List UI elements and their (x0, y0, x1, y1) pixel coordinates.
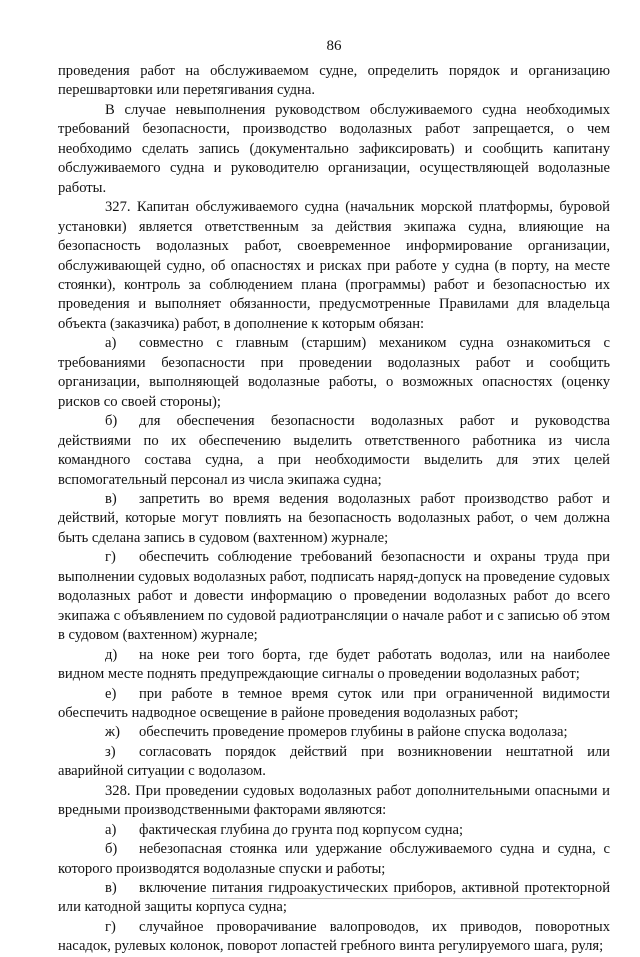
page-number: 86 (326, 38, 342, 54)
list-item-marker: з) (105, 743, 116, 760)
list-item-text: включение питания гидроакустических приборов, активной протекторной или катодной защиты корпуса судна; (58, 880, 610, 916)
list-item-text: обеспечить проведение промеров глубины в районе спуска водолаза; (139, 724, 568, 741)
list-item (58, 723, 610, 742)
list-item-text: небезопасная стоянка или удержание обслуживаемого судна и судна, с которого производятся водолазные спуски и работы; (58, 841, 610, 877)
list-item-marker: г) (105, 549, 116, 566)
list-item (58, 548, 610, 645)
list-item-text: при работе в темное время суток или при ограниченной видимости обеспечить надводное освещение в районе проведения водолазных работ; (58, 685, 610, 721)
list-item-text: запретить во время ведения водолазных работ производство работ и действий, которые могут повлиять на безопасность водолазных работ, о чем должна быть сделана запись в судовом (вахтенном) журнале; (58, 490, 610, 546)
list-item-text: согласовать порядок действий при возникновении нештатной или аварийной ситуации с водолазом. (58, 743, 610, 780)
list-item (58, 646, 610, 685)
list-item-text: обеспечить соблюдение требований безопасности и охраны труда при выполнении судовых водолазных работ, подписать наряд-допуск на проведение судовых водолазных работ и довести информацию о проведении водолазных работ до всего экипажа с объявлением по судовой радиотрансляции о начале работ и с записью об этом в судовом (вахтенном) журнале; (58, 549, 610, 644)
list-item-marker: б) (105, 841, 118, 858)
paragraph: В случае невыполнения руководством обслуживаемого судна необходимых требований безопасности, производство водолазных работ запрещается, о чем необходимо сделать запись (документально зафиксировать) и сообщить капитану обслуживаемого судна и руководителю организации, осуществляющей водолазные работы. (58, 101, 610, 196)
list-item-marker: е) (105, 685, 117, 702)
list-item-text: на ноке реи того борта, где будет работать водолаз, или на наиболее видном месте поднять предупреждающие сигналы о проведении водолазных работ; (58, 646, 610, 683)
list-item-marker: а) (105, 335, 117, 352)
list-item-text: совместно с главным (старшим) механиком судна ознакомиться с требованиями безопасности при проведении водолазных работ и сообщить организации, выполняющей водолазные работы, о возможных опасностях (оценку рисков со своей стороны); (58, 335, 610, 410)
list-item (58, 685, 610, 724)
list-item (58, 743, 610, 782)
paragraph: 327. Капитан обслуживаемого судна (начальник морской платформы, буровой установки) является ответственным за действия экипажа судна, влияющие на безопасность водолазных работ, своевременное информирование организации, обслуживающей судно, об опасностях и рисках при работе у судна (в порту, на месте стоянки), контроль за соблюдением плана (программы) работ и безопасностью их проведения и выполняет обязанности, предусмотренные Правилами для владельца объекта (заказчика) работ, в дополнение к которым обязан: (58, 199, 610, 332)
list-item-marker: д) (105, 646, 118, 663)
list-item-marker: ж) (105, 724, 120, 741)
list-item (58, 821, 610, 840)
list-item-marker: б) (105, 413, 118, 430)
paragraph: 328. При проведении судовых водолазных работ дополнительными опасными и вредными производственными факторами являются: (58, 782, 610, 819)
list-item-text: случайное проворачивание валопроводов, их приводов, поворотных насадок, рулевых колонок, поворот лопастей гребного винта регулируемого шага, руля; (58, 918, 610, 955)
paragraph-continuation: проведения работ на обслуживаемом судне, определить порядок и организацию перешвартовки или перетягивания судна. (58, 63, 610, 99)
document-body (58, 62, 610, 957)
list-item (58, 918, 610, 957)
list-item-marker: в) (105, 880, 117, 897)
list-item (58, 334, 610, 412)
list-item-text: фактическая глубина до грунта под корпусом судна; (139, 821, 464, 838)
list-item (58, 412, 610, 490)
list-item-marker: а) (105, 821, 117, 838)
list-item (58, 840, 610, 879)
list-item-marker: в) (105, 490, 117, 507)
list-item (58, 490, 610, 548)
list-item-text: для обеспечения безопасности водолазных работ и руководства действиями по их обеспечению выделить ответственного работника из числа командного состава судна, а при необходимости выделить для этих целей вспомогательный персонал из числа экипажа судна; (58, 413, 610, 488)
bottom-rule (210, 898, 580, 899)
list-item-marker: г) (105, 918, 116, 935)
